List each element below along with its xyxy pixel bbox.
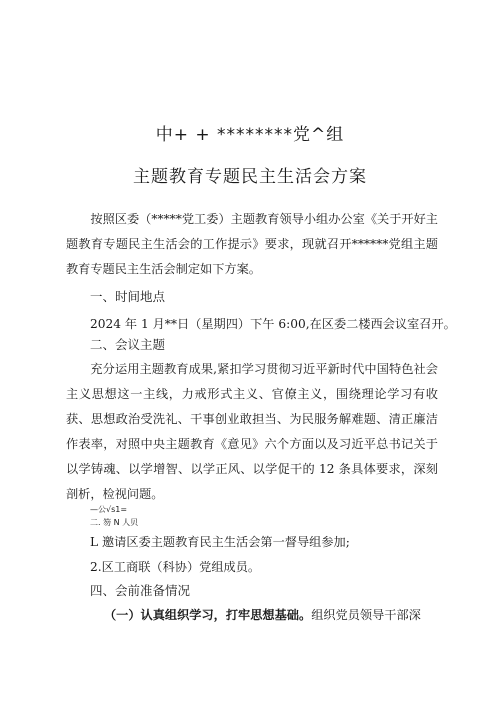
section-heading-time-place: 一、时间地点	[90, 289, 166, 304]
preparation-subsection-1	[104, 605, 421, 625]
intro-paragraph: 按照区委（*****党工委）主题教育领导小组办公室《关于开好主题教育专题民主生活会的工作提示》要求，现就召开******党组主题教育专题民主生活会制定如下方案。	[66, 212, 438, 276]
time-place-text: 2024 年 1 月**日（星期四）下午 6:00,在区委二楼西会议室召开。	[90, 317, 456, 331]
preparation-text: 组织党员领导干部深	[311, 608, 421, 622]
document-title: 中+ + ********党^组	[155, 125, 345, 145]
garbled-line-1: —公√s1=	[90, 505, 128, 514]
garbled-line-2: 二. 笏 N 人贝	[90, 518, 139, 527]
section-heading-theme: 二、会议主题	[90, 337, 166, 352]
preparation-subheading: （一）认真组织学习，打牢思想基础。	[104, 608, 312, 622]
document-subtitle: 主题教育专题民主生活会方案	[133, 167, 367, 187]
attendee-item-1: L 邀请区委主题教育民主生活会第一督导组参加;	[90, 535, 350, 549]
theme-paragraph: 充分运用主题教育成果,紧扣学习贯彻习近平新时代中国特色社会主义思想这一主线，力戒形式主义、官僚主义，围绕理论学习有收获、思想政治受洗礼、干事创业敢担当、为民服务解难题、清正廉洁作表率，对照中央主题教育《意见》六个方面以及习近平总书记关于以学铸魂、以学增智、以学正风、以学促干的 12 条具体要求，深刻剖析，检视问题。	[66, 362, 438, 501]
section-heading-preparation: 四、会前准备情况	[90, 583, 191, 598]
attendee-item-2: 2.区工商联（科协）党组成员。	[90, 560, 261, 574]
